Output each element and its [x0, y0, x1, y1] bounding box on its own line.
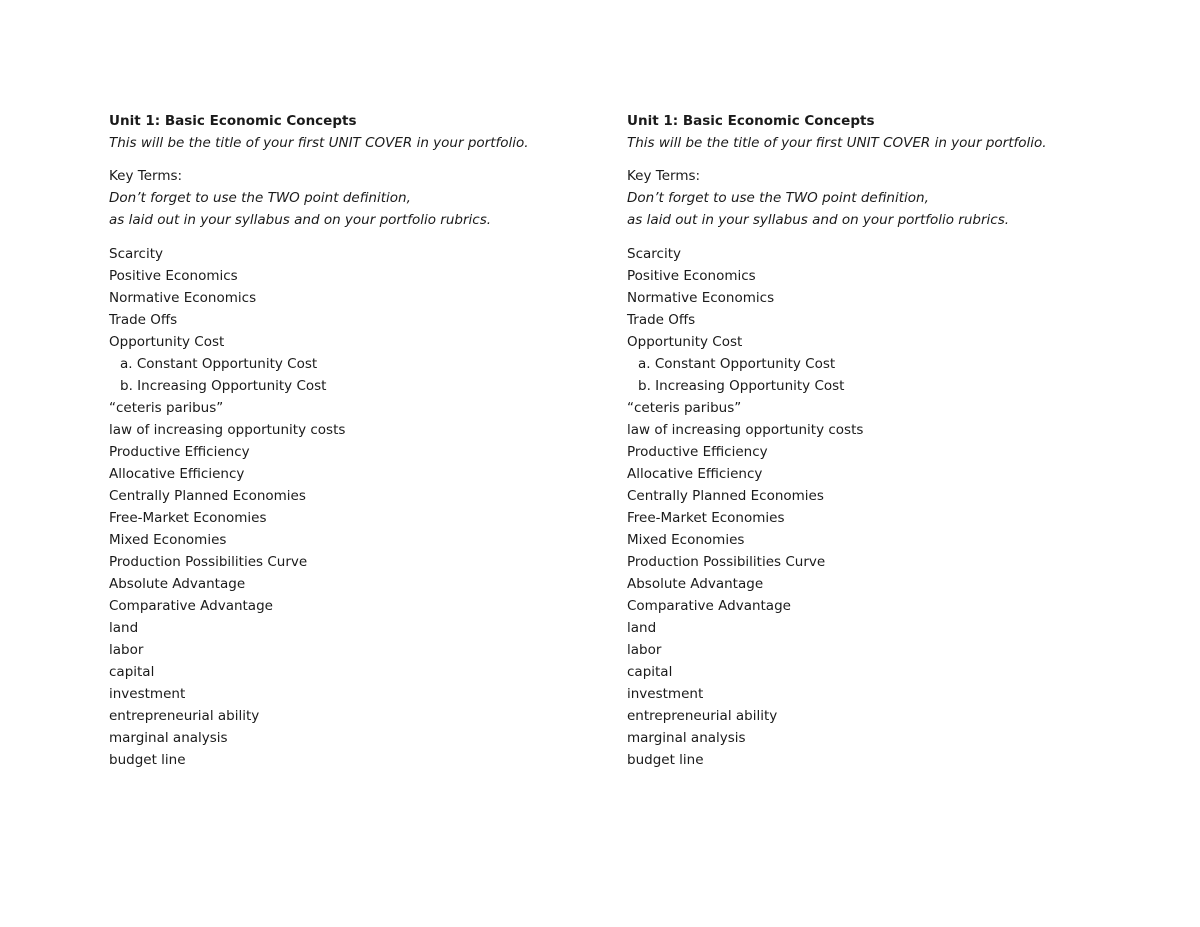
term-item: “ceteris paribus” — [627, 400, 742, 416]
term-item: law of increasing opportunity costs — [109, 422, 346, 438]
term-item: “ceteris paribus” — [109, 400, 224, 416]
instruction-line-1: Don’t forget to use the TWO point definition, — [109, 190, 411, 206]
term-item: law of increasing opportunity costs — [627, 422, 864, 438]
handout-copy-right — [627, 110, 1097, 771]
term-item: marginal analysis — [627, 730, 746, 746]
term-item: Positive Economics — [109, 268, 238, 284]
term-item: entrepreneurial ability — [109, 708, 260, 724]
term-item: Normative Economics — [627, 290, 775, 306]
term-subitem: a. Constant Opportunity Cost — [638, 356, 836, 372]
term-item: capital — [627, 664, 673, 680]
term-item: Centrally Planned Economies — [109, 488, 306, 504]
instruction-line-2: as laid out in your syllabus and on your portfolio rubrics. — [109, 212, 492, 228]
instruction-line-2: as laid out in your syllabus and on your portfolio rubrics. — [627, 212, 1010, 228]
term-item: capital — [109, 664, 155, 680]
term-item: Positive Economics — [627, 268, 756, 284]
term-item: Absolute Advantage — [109, 576, 246, 592]
key-terms-label: Key Terms: — [627, 168, 701, 184]
term-item: Trade Offs — [627, 312, 696, 328]
term-item: Scarcity — [109, 246, 163, 262]
term-item: labor — [627, 642, 662, 658]
term-item: Absolute Advantage — [627, 576, 764, 592]
unit-subtitle: This will be the title of your first UNIT COVER in your portfolio. — [109, 135, 529, 151]
term-item: marginal analysis — [109, 730, 228, 746]
key-terms-list — [627, 243, 1097, 771]
term-item: investment — [627, 686, 704, 702]
term-item: Mixed Economies — [109, 532, 227, 548]
unit-subtitle: This will be the title of your first UNIT COVER in your portfolio. — [627, 135, 1047, 151]
term-item: Production Possibilities Curve — [109, 554, 308, 570]
term-item: Normative Economics — [109, 290, 257, 306]
term-item: Comparative Advantage — [627, 598, 791, 614]
term-item: Productive Efficiency — [109, 444, 250, 460]
term-item: investment — [109, 686, 186, 702]
key-terms-list — [109, 243, 579, 771]
handout-copy-left — [109, 110, 579, 771]
term-subitem: a. Constant Opportunity Cost — [120, 356, 318, 372]
key-terms-label: Key Terms: — [109, 168, 183, 184]
term-item: land — [627, 620, 657, 636]
term-item: entrepreneurial ability — [627, 708, 778, 724]
term-item: labor — [109, 642, 144, 658]
term-item: land — [109, 620, 139, 636]
term-item: budget line — [627, 752, 704, 768]
term-item: Free-Market Economies — [627, 510, 785, 526]
term-item: Opportunity Cost — [109, 334, 225, 350]
term-subitem: b. Increasing Opportunity Cost — [638, 378, 845, 394]
term-item: Comparative Advantage — [109, 598, 273, 614]
term-item: budget line — [109, 752, 186, 768]
term-item: Free-Market Economies — [109, 510, 267, 526]
term-item: Productive Efficiency — [627, 444, 768, 460]
term-item: Allocative Efficiency — [109, 466, 245, 482]
term-item: Scarcity — [627, 246, 681, 262]
term-item: Centrally Planned Economies — [627, 488, 824, 504]
term-subitem: b. Increasing Opportunity Cost — [120, 378, 327, 394]
term-item: Allocative Efficiency — [627, 466, 763, 482]
term-item: Mixed Economies — [627, 532, 745, 548]
unit-title: Unit 1: Basic Economic Concepts — [627, 113, 875, 129]
term-item: Trade Offs — [109, 312, 178, 328]
instruction-line-1: Don’t forget to use the TWO point definition, — [627, 190, 929, 206]
term-item: Production Possibilities Curve — [627, 554, 826, 570]
term-item: Opportunity Cost — [627, 334, 743, 350]
unit-title: Unit 1: Basic Economic Concepts — [109, 113, 357, 129]
